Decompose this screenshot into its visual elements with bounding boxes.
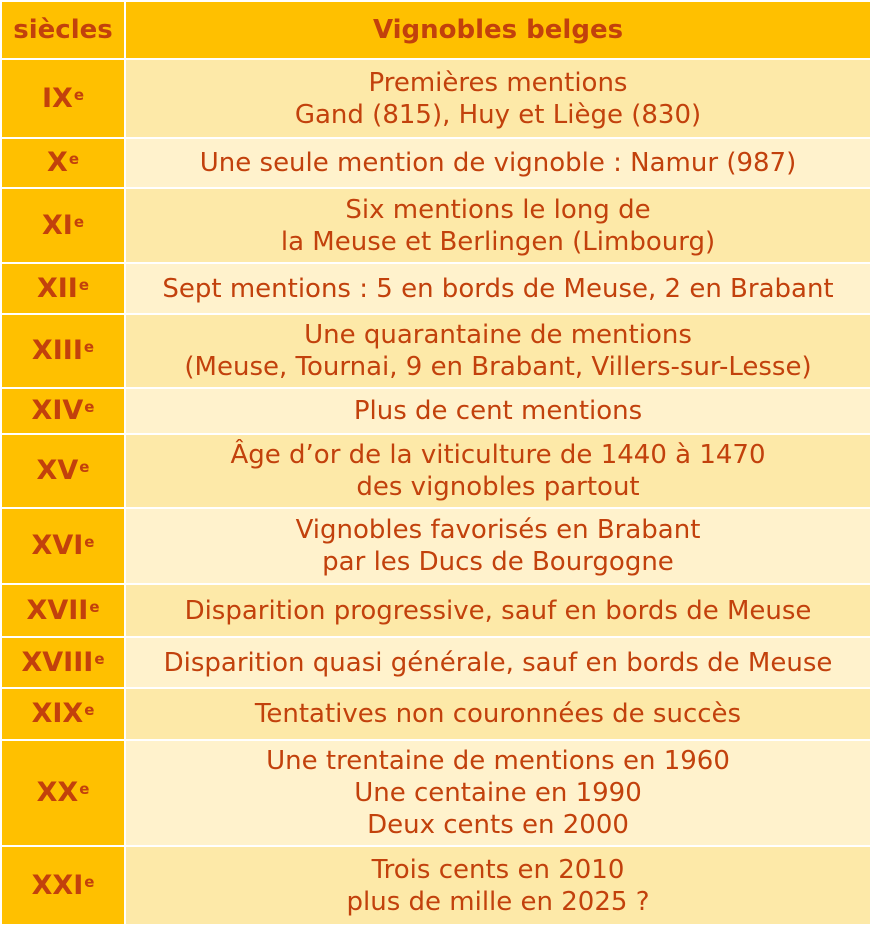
century-superscript: e (84, 533, 95, 551)
header-row (1, 1, 870, 59)
century-superscript: e (89, 597, 100, 616)
table-row (1, 740, 870, 846)
description-line: plus de mille en 2025 ? (346, 886, 650, 917)
century-cell (1, 388, 125, 434)
description-line: Vignobles favorisés en Brabant (295, 515, 701, 545)
century-cell (1, 314, 125, 388)
description-cell (125, 388, 870, 434)
century-superscript: e (68, 150, 79, 168)
description-line: Sept mentions : 5 en bords de Meuse, 2 en Brabant (162, 273, 834, 304)
description-cell (125, 584, 870, 637)
description-line: Tentatives non couronnées de succès (254, 699, 742, 729)
description-line: par les Ducs de Bourgogne (322, 547, 674, 577)
description-line: des vignobles partout (356, 472, 640, 502)
century-cell (1, 688, 125, 740)
description-cell (125, 846, 870, 925)
header-belgian-vineyards: Vignobles belges (125, 1, 870, 59)
description-line: la Meuse et Berlingen (Limbourg) (280, 226, 716, 257)
century-label: XX (36, 777, 79, 808)
table-row (1, 59, 870, 138)
century-label: XIV (31, 395, 84, 426)
century-cell (1, 434, 125, 508)
description-cell (125, 263, 870, 314)
century-superscript: e (84, 398, 95, 416)
description-line: Disparition quasi générale, sauf en bords de Meuse (163, 647, 833, 678)
description-cell (125, 314, 870, 388)
description-line: Une centaine en 1990 (354, 778, 642, 808)
century-label: XII (36, 272, 78, 304)
century-cell (1, 59, 125, 138)
description-cell (125, 508, 870, 584)
description-cell (125, 434, 870, 508)
table-row (1, 188, 870, 263)
table-row (1, 388, 870, 434)
century-cell (1, 508, 125, 584)
century-label: XVI (31, 530, 84, 561)
century-cell (1, 637, 125, 688)
table-row (1, 584, 870, 637)
century-label: XXI (31, 869, 84, 901)
description-line: Une seule mention de vignoble : Namur (987) (199, 148, 797, 178)
header-centuries: siècles (1, 1, 125, 59)
description-line: Une trentaine de mentions en 1960 (266, 746, 730, 776)
century-cell (1, 740, 125, 846)
century-label: XI (41, 209, 73, 241)
description-cell (125, 688, 870, 740)
description-line: Trois cents en 2010 (371, 854, 625, 885)
century-superscript: e (79, 458, 90, 476)
century-superscript: e (84, 872, 95, 891)
description-line: Plus de cent mentions (353, 396, 643, 426)
description-line: Disparition progressive, sauf en bords de Meuse (184, 595, 812, 626)
century-superscript: e (79, 780, 90, 798)
table-row (1, 434, 870, 508)
century-label: XIX (31, 698, 84, 729)
table-row (1, 846, 870, 925)
century-label: X (46, 147, 68, 178)
description-line: Gand (815), Huy et Liège (830) (294, 99, 702, 130)
century-superscript: e (73, 212, 85, 231)
description-cell (125, 637, 870, 688)
century-label: XVIII (21, 646, 94, 678)
description-line: Deux cents en 2000 (367, 810, 629, 840)
description-line: Premières mentions (368, 67, 628, 98)
century-cell (1, 846, 125, 925)
century-cell (1, 584, 125, 637)
century-cell (1, 188, 125, 263)
table-row (1, 138, 870, 188)
description-cell (125, 740, 870, 846)
description-cell (125, 138, 870, 188)
century-superscript: e (78, 275, 90, 294)
table-row (1, 508, 870, 584)
table-row (1, 314, 870, 388)
description-cell (125, 59, 870, 138)
century-label: XIII (31, 335, 83, 366)
table-body (1, 59, 870, 925)
description-line: Âge d’or de la viticulture de 1440 à 1470 (230, 440, 766, 470)
century-superscript: e (94, 649, 105, 668)
century-label: IX (41, 82, 73, 114)
century-cell (1, 138, 125, 188)
description-line: Six mentions le long de (345, 194, 651, 225)
century-superscript: e (84, 701, 95, 719)
century-cell (1, 263, 125, 314)
description-line: (Meuse, Tournai, 9 en Brabant, Villers-sur-Lesse) (184, 352, 812, 382)
table-row (1, 637, 870, 688)
table-row (1, 263, 870, 314)
table-row (1, 688, 870, 740)
description-line: Une quarantaine de mentions (304, 320, 692, 350)
century-label: XV (36, 455, 79, 486)
description-cell (125, 188, 870, 263)
century-label: XVII (26, 594, 89, 626)
century-superscript: e (83, 338, 95, 356)
century-superscript: e (73, 85, 85, 104)
